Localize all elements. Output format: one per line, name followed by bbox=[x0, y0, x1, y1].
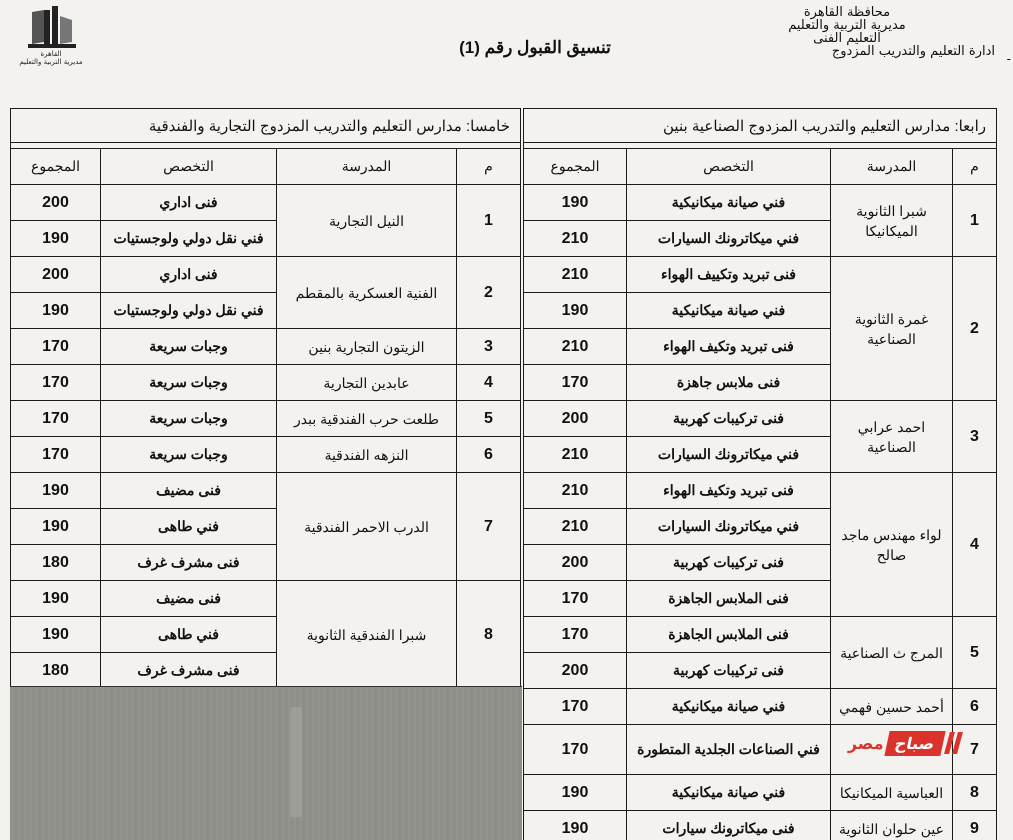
specialization: فنى مضيف bbox=[101, 473, 277, 509]
table-row bbox=[11, 473, 521, 509]
table-row bbox=[11, 329, 521, 365]
table-row bbox=[11, 365, 521, 401]
school-number: 1 bbox=[953, 185, 997, 257]
specialization: فني صيانة ميكانيكية bbox=[627, 293, 831, 329]
column-header-total: المجموع bbox=[524, 149, 627, 185]
school-name: طلعت حرب الفندقية ببدر bbox=[277, 401, 457, 437]
school-number: 2 bbox=[953, 257, 997, 401]
column-header-row bbox=[11, 149, 521, 185]
total-score: 170 bbox=[524, 365, 627, 401]
total-score: 170 bbox=[524, 581, 627, 617]
institution-header bbox=[697, 6, 997, 58]
school-name: لواء مهندس ماجد صالح bbox=[831, 473, 953, 617]
table-row bbox=[524, 473, 997, 509]
total-score: 180 bbox=[11, 545, 101, 581]
total-score: 210 bbox=[524, 509, 627, 545]
watermark-bars-icon bbox=[947, 732, 960, 754]
specialization: فني صيانة ميكانيكية bbox=[627, 689, 831, 725]
school-name: المرج ث الصناعية bbox=[831, 617, 953, 689]
total-score: 190 bbox=[11, 473, 101, 509]
school-name: عابدين التجارية bbox=[277, 365, 457, 401]
table-row bbox=[524, 775, 997, 811]
specialization: فني طاهى bbox=[101, 617, 277, 653]
department-line: ادارة التعليم والتدريب المزدوج bbox=[831, 44, 995, 59]
total-score: 190 bbox=[11, 581, 101, 617]
specialization: فنى تركيبات كهربية bbox=[627, 545, 831, 581]
total-score: 170 bbox=[11, 329, 101, 365]
logo-caption-title: القاهرة bbox=[40, 50, 62, 58]
gray-stamped-area bbox=[10, 686, 522, 840]
specialization: فنى تبريد وتكيف الهواء bbox=[627, 329, 831, 365]
specialization: وجبات سريعة bbox=[101, 365, 277, 401]
specialization: فني طاهى bbox=[101, 509, 277, 545]
total-score: 210 bbox=[524, 257, 627, 293]
column-header-spec: التخصص bbox=[101, 149, 277, 185]
total-score: 190 bbox=[524, 293, 627, 329]
total-score: 200 bbox=[524, 653, 627, 689]
school-name: الزيتون التجارية بنين bbox=[277, 329, 457, 365]
technical-line: التعليم الفنى bbox=[813, 31, 881, 46]
column-header-row bbox=[524, 149, 997, 185]
table-row bbox=[524, 257, 997, 293]
school-number: 3 bbox=[457, 329, 521, 365]
school-name: النيل التجارية bbox=[277, 185, 457, 257]
column-header-school: المدرسة bbox=[831, 149, 953, 185]
table-row bbox=[524, 617, 997, 653]
specialization: فنى ملابس جاهزة bbox=[627, 365, 831, 401]
column-header-total: المجموع bbox=[11, 149, 101, 185]
table-row bbox=[11, 437, 521, 473]
column-header-num: م bbox=[457, 149, 521, 185]
total-score: 200 bbox=[524, 545, 627, 581]
column-header-num: م bbox=[953, 149, 997, 185]
specialization: وجبات سريعة bbox=[101, 437, 277, 473]
specialization: فني ميكاترونك السيارات bbox=[627, 221, 831, 257]
column-header-school: المدرسة bbox=[277, 149, 457, 185]
total-score: 170 bbox=[524, 617, 627, 653]
school-number: 8 bbox=[457, 581, 521, 689]
school-number: 7 bbox=[953, 725, 997, 775]
specialization: فنى ميكاترونك سيارات bbox=[627, 811, 831, 840]
section-heading: رابعا: مدارس التعليم والتدريب المزدوج الصناعية بنين bbox=[524, 109, 997, 143]
logo-caption-subtitle: مديرية التربية والتعليم bbox=[19, 58, 83, 66]
specialization: فنى اداري bbox=[101, 257, 277, 293]
school-number: 4 bbox=[953, 473, 997, 617]
specialization: فنى تركيبات كهربية bbox=[627, 401, 831, 437]
total-score: 190 bbox=[11, 221, 101, 257]
specialization: فني ميكاترونك السيارات bbox=[627, 509, 831, 545]
total-score: 190 bbox=[524, 775, 627, 811]
column-header-spec: التخصص bbox=[627, 149, 831, 185]
total-score: 210 bbox=[524, 329, 627, 365]
specialization: فني صيانة ميكانيكية bbox=[627, 775, 831, 811]
school-name: غمرة الثانوية الصناعية bbox=[831, 257, 953, 401]
total-score: 190 bbox=[11, 617, 101, 653]
specialization: فنى الملابس الجاهزة bbox=[627, 581, 831, 617]
total-score: 190 bbox=[524, 811, 627, 840]
school-name: شبرا الفندقية الثانوية bbox=[277, 581, 457, 689]
section-heading: خامسا: مدارس التعليم والتدريب المزدوج التجارية والفندقية bbox=[11, 109, 521, 143]
total-score: 210 bbox=[524, 437, 627, 473]
total-score: 210 bbox=[524, 473, 627, 509]
total-score: 190 bbox=[11, 293, 101, 329]
watermark-text: مصر bbox=[847, 733, 884, 753]
school-number: 5 bbox=[953, 617, 997, 689]
commercial-hotel-schools-table bbox=[10, 108, 521, 689]
table-row bbox=[524, 811, 997, 840]
specialization: وجبات سريعة bbox=[101, 329, 277, 365]
total-score: 210 bbox=[524, 221, 627, 257]
school-name: احمد عرابي الصناعية bbox=[831, 401, 953, 473]
school-number: 1 bbox=[457, 185, 521, 257]
specialization: فنى مضيف bbox=[101, 581, 277, 617]
total-score: 170 bbox=[524, 725, 627, 775]
specialization: فنى تبريد وتكييف الهواء bbox=[627, 257, 831, 293]
directorate-line: مديرية التربية والتعليم bbox=[788, 18, 906, 33]
specialization: فنى تركيبات كهربية bbox=[627, 653, 831, 689]
table-row bbox=[11, 257, 521, 293]
school-name: العباسية الميكانيكا bbox=[831, 775, 953, 811]
sada-masr-watermark bbox=[800, 722, 960, 764]
table-row bbox=[524, 401, 997, 437]
specialization: فني ميكاترونك السيارات bbox=[627, 437, 831, 473]
school-name: الدرب الاحمر الفندقية bbox=[277, 473, 457, 581]
total-score: 200 bbox=[524, 401, 627, 437]
total-score: 200 bbox=[11, 185, 101, 221]
total-score: 190 bbox=[524, 185, 627, 221]
watermark-box-text: صباح bbox=[885, 731, 946, 756]
paper-crease bbox=[290, 707, 302, 817]
table-row bbox=[11, 185, 521, 221]
specialization: فنى اداري bbox=[101, 185, 277, 221]
logo-caption bbox=[8, 50, 94, 66]
school-number: 4 bbox=[457, 365, 521, 401]
school-name: النزهه الفندقية bbox=[277, 437, 457, 473]
specialization: فنى الملابس الجاهزة bbox=[627, 617, 831, 653]
school-name: شبرا الثانوية الميكانيكا bbox=[831, 185, 953, 257]
table-row bbox=[524, 689, 997, 725]
section-heading-row bbox=[524, 109, 997, 143]
header-dash: - bbox=[1006, 52, 1011, 66]
table-row bbox=[524, 185, 997, 221]
specialization: وجبات سريعة bbox=[101, 401, 277, 437]
total-score: 200 bbox=[11, 257, 101, 293]
school-number: 5 bbox=[457, 401, 521, 437]
school-number: 7 bbox=[457, 473, 521, 581]
specialization: فني الصناعات الجلدية المتطورة bbox=[627, 725, 831, 775]
section-heading-row bbox=[11, 109, 521, 143]
school-number: 6 bbox=[457, 437, 521, 473]
school-number: 2 bbox=[457, 257, 521, 329]
governorate-line: محافظة القاهرة bbox=[803, 5, 891, 20]
specialization: فنى تبريد وتكيف الهواء bbox=[627, 473, 831, 509]
table-row bbox=[11, 581, 521, 617]
school-name: الفنية العسكرية بالمقطم bbox=[277, 257, 457, 329]
total-score: 170 bbox=[11, 401, 101, 437]
total-score: 190 bbox=[11, 509, 101, 545]
school-name: أحمد حسين فهمي bbox=[831, 689, 953, 725]
school-number: 8 bbox=[953, 775, 997, 811]
specialization: فني صيانة ميكانيكية bbox=[627, 185, 831, 221]
table-row bbox=[11, 401, 521, 437]
document-title: تنسيق القبول رقم (1) bbox=[459, 38, 611, 57]
total-score: 180 bbox=[11, 653, 101, 689]
specialization: فنى مشرف غرف bbox=[101, 653, 277, 689]
school-number: 9 bbox=[953, 811, 997, 840]
total-score: 170 bbox=[11, 437, 101, 473]
specialization: فني نقل دولي ولوجستيات bbox=[101, 293, 277, 329]
school-number: 6 bbox=[953, 689, 997, 725]
total-score: 170 bbox=[524, 689, 627, 725]
specialization: فني نقل دولي ولوجستيات bbox=[101, 221, 277, 257]
total-score: 170 bbox=[11, 365, 101, 401]
specialization: فنى مشرف غرف bbox=[101, 545, 277, 581]
school-name: عين حلوان الثانوية bbox=[831, 811, 953, 840]
school-number: 3 bbox=[953, 401, 997, 473]
